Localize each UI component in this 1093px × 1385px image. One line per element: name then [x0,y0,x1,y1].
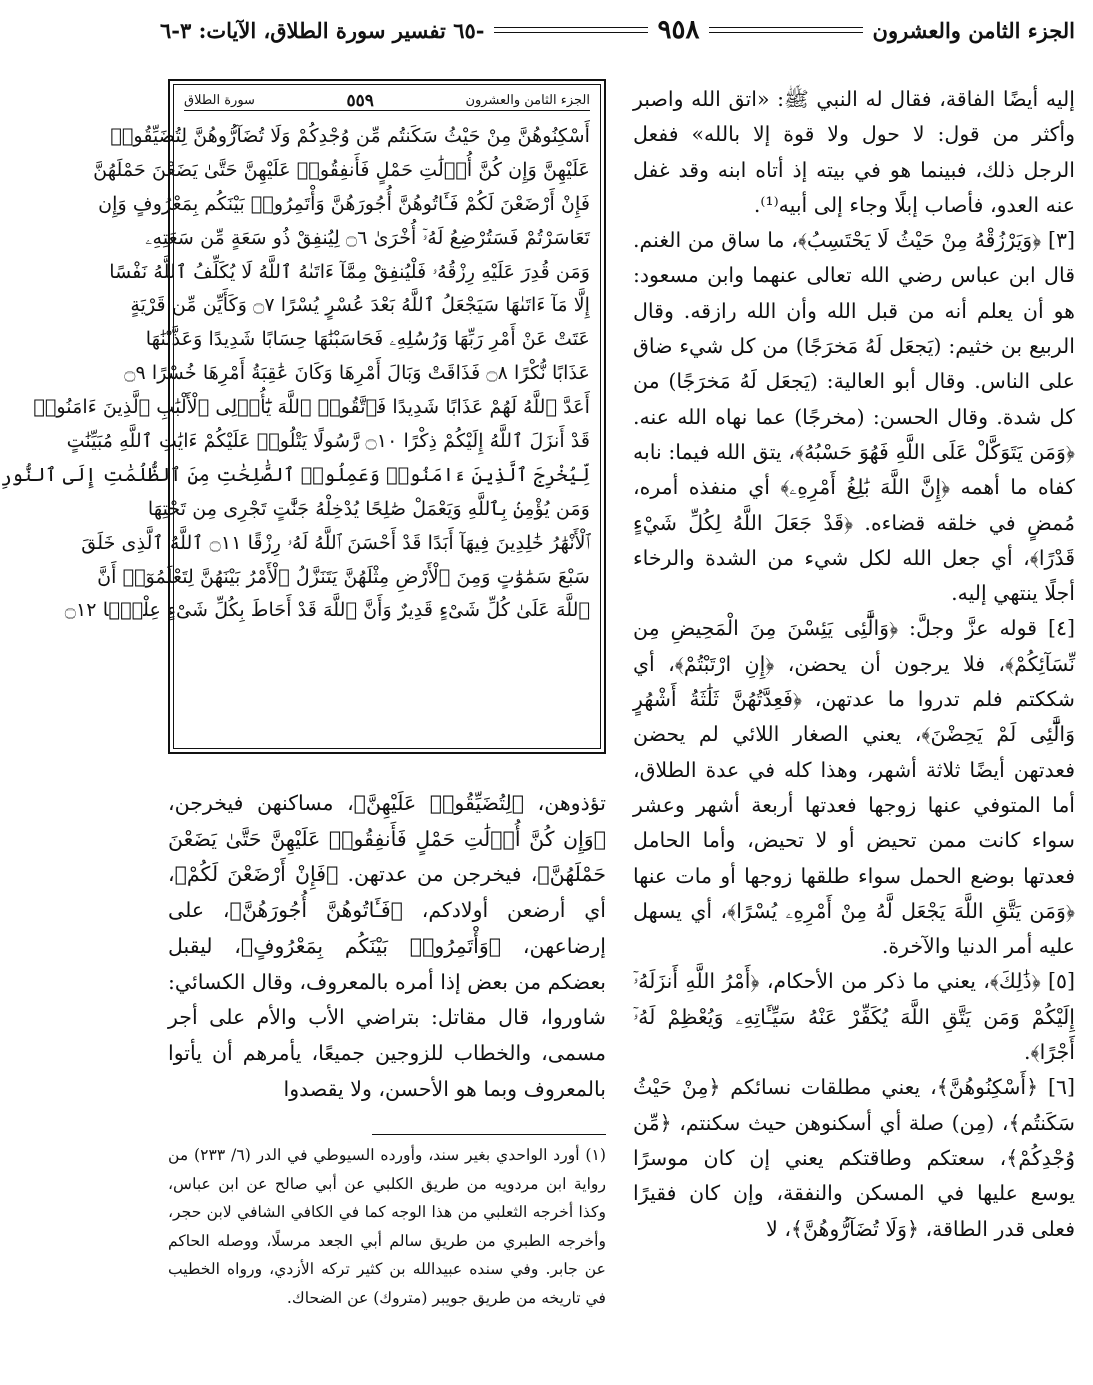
quran-line: لِّيُخْرِجَ ٱلَّذِينَ ءَامَنُوا۟ وَعَمِلُوا۟ ٱلصَّٰلِحَٰتِ مِنَ ٱلظُّلُمَٰتِ إِلَى ٱلنُّورِ [0,462,590,486]
header-rule [494,27,647,33]
footnote [168,1141,606,1313]
quran-line: أَعَدَّ ٱللَّهُ لَهُمْ عَذَابًا شَدِيدًا فَٱتَّقُوا۟ ٱللَّهَ يَٰٓأُو۟لِى ٱلْأَلْبَٰبِ ٱلَّذِينَ ءَامَنُوا۟ [33,395,590,419]
header-rule [709,27,862,33]
quran-line: إِلَّا مَآ ءَاتَىٰهَا سَيَجْعَلُ ٱللَّهُ بَعْدَ عُسْرٍ يُسْرًا ۝٧ وَكَأَيِّن مِّن قَرْيَةٍ [130,293,590,317]
page-header [160,10,1075,50]
quran-line: تَعَاسَرْتُمْ فَسَتُرْضِعُ لَهُۥٓ أُخْرَىٰ ۝٦ لِيُنفِقْ ذُو سَعَةٍ مِّن سَعَتِهِۦ [145,225,590,249]
quran-line: عَلَيْهِنَّ وَإِن كُنَّ أُو۟لَٰتِ حَمْلٍ فَأَنفِقُوا۟ عَلَيْهِنَّ حَتَّىٰ يَضَعْنَ حَمْلَهُنَّ [93,157,590,181]
quran-line: ٱللَّهَ عَلَىٰ كُلِّ شَىْءٍ قَدِيرٌ وَأَنَّ ٱللَّهَ قَدْ أَحَاطَ بِكُلِّ شَىْءٍ عِلْمًۢا ۝١٢ [64,598,590,622]
mushaf-juz-label: الجزء الثامن والعشرون [465,93,590,108]
footnote-divider [372,1134,606,1135]
quran-line: وَمَن يُؤْمِنۢ بِٱللَّهِ وَيَعْمَلْ صَٰلِحًا يُدْخِلْهُ جَنَّٰتٍ تَجْرِى مِن تَحْتِهَا [147,496,590,520]
juz-title: الجزء الثامن والعشرون [872,17,1075,43]
tafsir-paragraph: [٥] ﴿ذَٰلِكَ﴾، يعني ما ذكر من الأحكام، ﴿أَمْرُ اللَّهِ أَنزَلَهُۥٓ إِلَيْكُمْ وَمَن يَتَّقِ اللَّهَ يُكَفِّرْ عَنْهُ سَيِّـَٔاتِهِۦ وَيُعْظِمْ لَهُۥٓ أَجْرًا﴾. [633,969,1075,1065]
quran-line: عَذَابًا نُّكْرًا ۝٨ فَذَاقَتْ وَبَالَ أَمْرِهَا وَكَانَ عَٰقِبَةُ أَمْرِهَا خُسْرًا ۝٩ [124,361,590,385]
quran-line: قَدْ أَنزَلَ ٱللَّهُ إِلَيْكُمْ ذِكْرًا ۝١٠ رَّسُولًا يَتْلُوا۟ عَلَيْكُمْ ءَايَٰتِ ٱللَّهِ مُبَيِّنَٰتٍ [66,429,590,453]
quran-line: وَمَن قُدِرَ عَلَيْهِ رِزْقُهُۥ فَلْيُنفِقْ مِمَّآ ءَاتَىٰهُ ٱللَّهُ لَا يُكَلِّفُ ٱللَّهُ نَفْسًا [109,259,590,283]
quran-line: عَتَتْ عَنْ أَمْرِ رَبِّهَا وَرُسُلِهِۦ فَحَاسَبْنَٰهَا حِسَابًا شَدِيدًا وَعَذَّبْنَٰهَا [145,327,590,351]
tafsir-paragraph: [٦] ﴿أَسْكِنُوهُنَّ﴾، يعني مطلقات نسائكم ﴿مِنْ حَيْثُ سَكَنتُم﴾، (مِن) صلة أي أسكنوهن حيث سكنتم، ﴿مِّن وُجْدِكُمْ﴾، سعتكم وطاقتكم يعني إن كان موسرًا يوسع عليها في المسكن والنفقة، وإن كان فقيرًا فعلى قدر الطاقة، ﴿وَلَا تُضَآرُّوهُنَّ﴾، لا [633,1075,1075,1241]
tafsir-paragraph: [٤] قوله عزَّ وجلَّ: ﴿وَالَّٰٓئِى يَئِسْنَ مِنَ الْمَحِيضِ مِن نِّسَآئِكُمْ﴾، فلا يرجون أن يحضن، ﴿إِنِ ارْتَبْتُمْ﴾، أي شككتم فلم تدروا ما عدتهن، ﴿فَعِدَّتُهُنَّ ثَلَٰثَةُ أَشْهُرٍ وَالَّٰٓئِى لَمْ يَحِضْنَ﴾، يعني الصغار اللائي لم يحضن فعدتهن أيضًا ثلاثة أشهر، وهذا كله في عدة الطلاق، أما المتوفي عنها زوجها فعدتها أربعة أشهر وعشر سواء كانت ممن تحيض أو لا تحيض، وأما الحامل فعدتها بوضع الحمل سواء طلقها زوجها أو مات عنها ﴿وَمَن يَتَّقِ اللَّهَ يَجْعَل لَّهُ مِنْ أَمْرِهِۦ يُسْرًا﴾، أي يسهل عليه أمر الدنيا والآخرة. [633,616,1075,959]
page-number: ٩٥٨ [657,15,700,45]
quran-line: أَسْكِنُوهُنَّ مِنْ حَيْثُ سَكَنتُم مِّن وُجْدِكُمْ وَلَا تُضَآرُّوهُنَّ لِتُضَيِّقُوا۟ [110,124,590,147]
tafsir-right-column [633,82,1075,1382]
mushaf-page-number: ٥٥٩ [346,90,374,111]
mushaf-surah-label: سورة الطلاق [184,93,255,108]
tafsir-paragraph: [٣] ﴿وَيَرْزُقْهُ مِنْ حَيْثُ لَا يَحْتَسِبُ﴾، ما ساق من الغنم. قال ابن عباس رضي الله تعالى عنهما وابن مسعود: هو أن يعلم أنه من قبل الله وأن الله رازقه. وقال الربيع بن خثيم: (يَجعَل لَهُ مَخرَجًا) من كل شيء ضاق على الناس. وقال أبو العالية: (يَجعَل لَهُ مَخرَجًا) من كل شدة. وقال الحسن: (مخرجًا) عما نهاه الله عنه. ﴿وَمَن يَتَوَكَّلْ عَلَى اللَّهِ فَهُوَ حَسْبُهُ﴾، يتق الله فيما: نابه كفاه ما أهمه ﴿إِنَّ اللَّهَ بَٰلِغُ أَمْرِهِۦ﴾ أي منفذه أمره، مُمضٍ في خلقه قضاءه. ﴿قَدْ جَعَلَ اللَّهُ لِكُلِّ شَيْءٍ قَدْرًا﴾، أي جعل الله لكل شيء من الشدة والرخاء أجلًا ينتهي إليه. [633,228,1075,606]
tafsir-paragraph: تؤذوهن، ﴿لِتُضَيِّقُوا۟ عَلَيْهِنَّ﴾، مساكنهن فيخرجن، ﴿وَإِن كُنَّ أُو۟لَٰتِ حَمْلٍ فَأَنفِقُوا۟ عَلَيْهِنَّ حَتَّىٰ يَضَعْنَ حَمْلَهُنَّ﴾، فيخرجن من عدتهن. ﴿فَإِنْ أَرْضَعْنَ لَكُمْ﴾، أي أرضعن أولادكم، ﴿فَـَٔاتُوهُنَّ أُجُورَهُنَّ﴾، على إرضاعهن، ﴿وَأْتَمِرُوا۟ بَيْنَكُم بِمَعْرُوفٍ﴾، ليقبل بعضكم من بعض إذا أمره بالمعروف، وقال الكسائي: شاوروا، قال مقاتل: بتراضي الأب والأم على أجر مسمى، والخطاب للزوجين جميعًا، يأمرهم أن يأتوا بالمعروف وبما هو الأحسن، ولا يقصدوا [168,791,606,1101]
tafsir-paragraph: إليه أيضًا الفاقة، فقال له النبي ﷺ: «اتق الله واصبر وأكثر من قول: لا حول ولا قوة إلا بالله» ففعل الرجل ذلك، فبينما هو في بيته إذ أتاه ابنه وقد غفل عنه العدو، فأصاب إبلًا وجاء إلى أبيه⁽¹⁾. [633,87,1075,217]
quran-line: ٱلْأَنْهَٰرُ خَٰلِدِينَ فِيهَآ أَبَدًا قَدْ أَحْسَنَ ٱللَّهُ لَهُۥ رِزْقًا ۝١١ ٱللَّهُ ٱلَّذِى خَلَقَ [81,530,590,554]
quran-line: سَبْعَ سَمَٰوَٰتٍ وَمِنَ ٱلْأَرْضِ مِثْلَهُنَّ يَتَنَزَّلُ ٱلْأَمْرُ بَيْنَهُنَّ لِتَعْلَمُوٓا۟ أَنَّ [97,564,590,588]
footnote-text: (١) أورد الواحدي بغير سند، وأورده السيوطي في الدر (٦/ ٢٣٣) من رواية ابن مردويه من طريق الكلبي عن أبي صالح عن ابن عباس، وكذا أخرجه الثعلبي من هذا الوجه كما في الكافي الشافي لابن حجر، وأخرجه الطبري من طريق سالم أبي الجعد مرسلًا، ووصله الحاكم عن جابر. وفي سنده عبيدالله بن كثير تركه الأزدي، ورواه الخطيب في تاريخه من طريق جويبر (متروك) عن الضحاك. [168,1146,607,1307]
quran-line: فَإِنْ أَرْضَعْنَ لَكُمْ فَـَٔاتُوهُنَّ أُجُورَهُنَّ وَأْتَمِرُوا۟ بَيْنَكُم بِمَعْرُوفٍ وَإِن [98,191,590,215]
surah-info: -٦٥ تفسير سورة الطلاق، الآيات: ٣-٦ [160,17,485,43]
mushaf-page-box [0,79,606,754]
mushaf-header [184,91,590,111]
tafsir-left-column [168,786,606,1107]
mushaf-inner-frame [0,84,601,749]
